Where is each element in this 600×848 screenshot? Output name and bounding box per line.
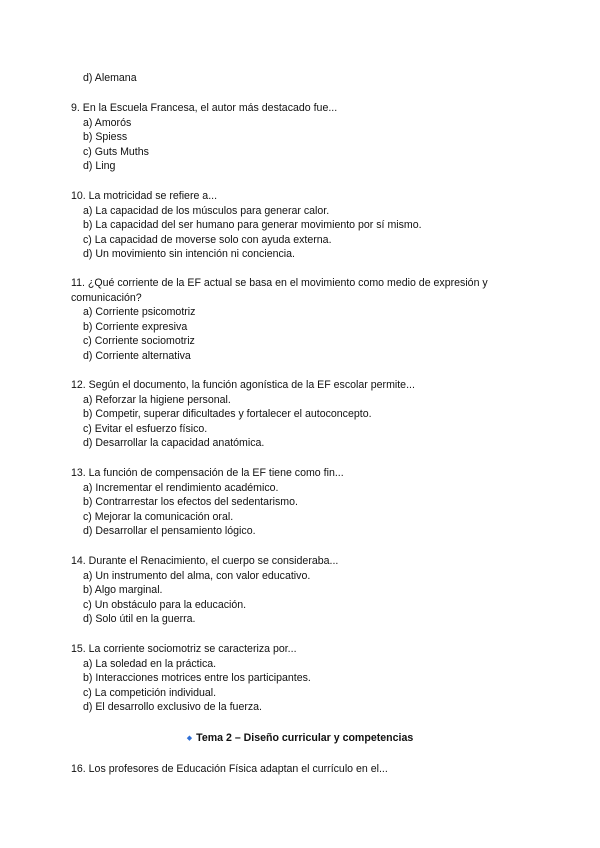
option: d) Alemana — [83, 72, 137, 84]
option: a) Corriente psicomotriz — [83, 306, 196, 319]
question-stem: 11. ¿Qué corriente de la EF actual se basa en el movimiento como medio de expresión y comunicación? — [71, 277, 488, 304]
option: c) La competición individual. — [83, 686, 217, 699]
option: c) La capacidad de moverse solo con ayuda externa. — [83, 233, 332, 246]
option: b) Corriente expresiva — [83, 320, 188, 333]
option: d) Un movimiento sin intención ni conciencia. — [83, 248, 295, 261]
option: b) Competir, superar dificultades y fortalecer el autoconcepto. — [83, 408, 372, 421]
question-9 — [71, 101, 531, 174]
question-stem: 15. La corriente sociomotriz se caracteriza por... — [71, 643, 297, 655]
option: c) Guts Muths — [83, 145, 149, 158]
option: c) Corriente sociomotriz — [83, 335, 195, 348]
option: a) La soledad en la práctica. — [83, 657, 217, 670]
option: d) Desarrollar el pensamiento lógico. — [83, 525, 256, 538]
question-stem: 14. Durante el Renacimiento, el cuerpo se consideraba... — [71, 555, 339, 567]
option: a) La capacidad de los músculos para generar calor. — [83, 204, 330, 217]
question-stem: 12. Según el documento, la función agonística de la EF escolar permite... — [71, 379, 415, 391]
option: b) Interacciones motrices entre los participantes. — [83, 672, 311, 685]
option: a) Un instrumento del alma, con valor educativo. — [83, 569, 311, 582]
option: d) Desarrollar la capacidad anatómica. — [83, 437, 265, 450]
question-stem: 10. La motricidad se refiere a... — [71, 190, 218, 202]
option: c) Evitar el esfuerzo físico. — [83, 422, 208, 435]
option: d) Solo útil en la guerra. — [83, 613, 196, 626]
option: a) Incrementar el rendimiento académico. — [83, 481, 279, 494]
option: d) Ling — [83, 160, 116, 173]
option: b) Contrarrestar los efectos del sedentarismo. — [83, 496, 298, 509]
option: a) Reforzar la higiene personal. — [83, 393, 231, 406]
question-14 — [71, 554, 531, 627]
option: c) Mejorar la comunicación oral. — [83, 510, 234, 523]
option: b) Spiess — [83, 131, 128, 144]
question-stem: 16. Los profesores de Educación Física adaptan el currículo en el... — [71, 763, 388, 775]
section-heading — [0, 731, 600, 747]
diamond-bullet-icon: ◆ — [186, 735, 193, 742]
option: d) Corriente alternativa — [83, 349, 191, 362]
section-heading-text: Tema 2 – Diseño curricular y competencias — [196, 732, 414, 744]
question-10 — [71, 189, 531, 262]
question-15 — [71, 642, 531, 715]
option: b) La capacidad del ser humano para generar movimiento por sí mismo. — [83, 219, 422, 232]
question-13 — [71, 466, 531, 539]
option: a) Amorós — [83, 116, 132, 129]
question-stem: 9. En la Escuela Francesa, el autor más destacado fue... — [71, 102, 338, 114]
question-11 — [71, 276, 531, 364]
option: d) El desarrollo exclusivo de la fuerza. — [83, 701, 263, 714]
question-16 — [71, 762, 531, 777]
question-12 — [71, 378, 531, 451]
question-8-fragment — [71, 71, 531, 86]
option: b) Algo marginal. — [83, 584, 163, 597]
question-stem: 13. La función de compensación de la EF tiene como fin... — [71, 467, 344, 479]
option: c) Un obstáculo para la educación. — [83, 598, 247, 611]
